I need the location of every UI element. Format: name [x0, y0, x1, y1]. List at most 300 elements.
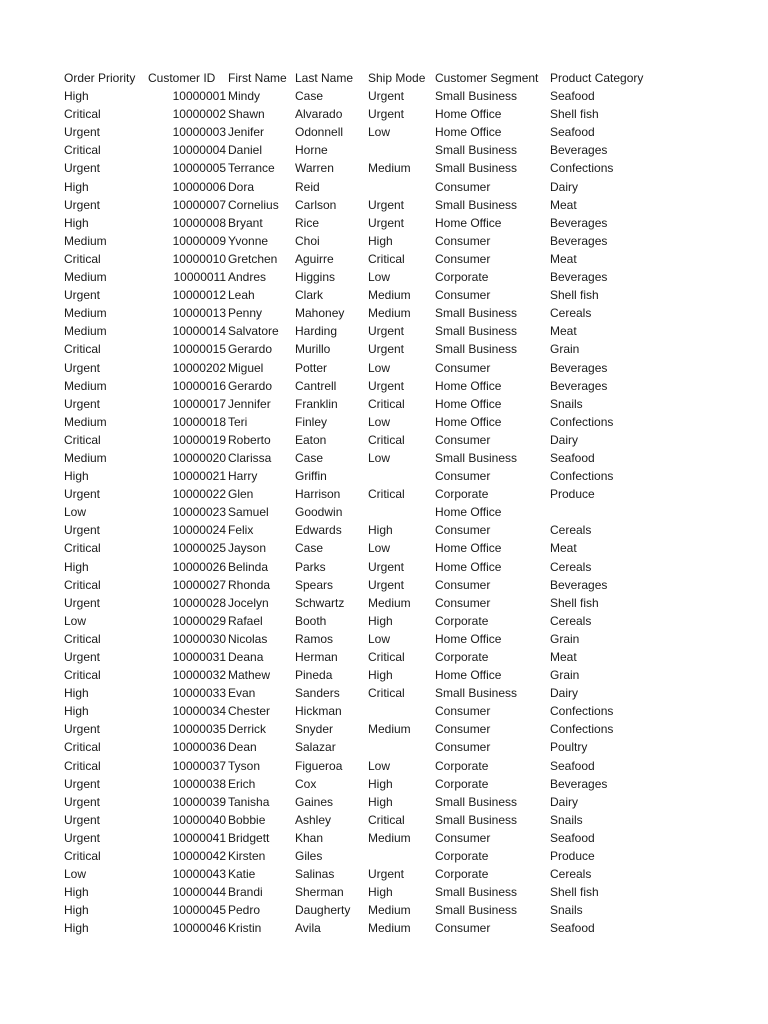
cell-ship-mode: Critical — [368, 650, 405, 664]
cell-product-category: Seafood — [550, 830, 595, 845]
cell-first-name: Salvatore — [228, 324, 279, 339]
table-row — [64, 105, 660, 123]
cell-last-name: Harrison — [295, 487, 341, 502]
cell-first-name: Rhonda — [228, 577, 271, 592]
cell-first-name: Leah — [228, 288, 255, 303]
cell-last-name: Sherman — [295, 885, 344, 900]
table-row — [64, 630, 660, 648]
cell-ship-mode: Urgent — [368, 197, 405, 212]
cell-customer-segment: Consumer — [435, 704, 491, 719]
cell-first-name: Deana — [228, 650, 264, 664]
table-row — [64, 377, 660, 395]
cell-customer-id: 10000004 — [172, 143, 226, 158]
cell-ship-mode: Low — [368, 631, 391, 646]
cell-product-category: Shell fish — [550, 288, 599, 303]
cell-last-name: Sanders — [295, 686, 340, 701]
table-row — [64, 521, 660, 539]
cell-first-name: Gerardo — [228, 342, 273, 357]
cell-customer-segment: Consumer — [435, 740, 491, 755]
cell-customer-id: 10000032 — [172, 668, 226, 683]
cell-product-category: Beverages — [550, 143, 608, 158]
cell-ship-mode: High — [368, 794, 393, 809]
cell-order-priority: Critical — [64, 432, 101, 447]
cell-customer-segment: Home Office — [435, 505, 502, 520]
cell-last-name: Finley — [295, 414, 328, 429]
cell-customer-segment: Consumer — [435, 432, 491, 447]
cell-product-category: Produce — [550, 849, 595, 864]
table-row — [64, 757, 660, 775]
cell-first-name: Bobbie — [228, 812, 266, 827]
cell-customer-segment: Small Business — [435, 143, 518, 158]
table-row — [64, 395, 660, 413]
cell-ship-mode: Medium — [368, 903, 411, 918]
cell-customer-segment: Corporate — [435, 758, 489, 773]
table-row — [64, 558, 660, 576]
cell-first-name: Chester — [228, 704, 271, 719]
cell-product-category: Poultry — [550, 740, 588, 755]
cell-order-priority: Medium — [64, 306, 107, 321]
cell-ship-mode: Medium — [368, 595, 411, 610]
cell-product-category: Shell fish — [550, 885, 599, 900]
cell-first-name: Harry — [228, 469, 258, 484]
cell-ship-mode: High — [368, 776, 393, 791]
cell-ship-mode: Urgent — [368, 342, 405, 357]
table-row — [64, 865, 660, 883]
cell-first-name: Yvonne — [228, 233, 269, 248]
table-row — [64, 232, 660, 250]
cell-customer-segment: Corporate — [435, 849, 489, 864]
cell-product-category: Beverages — [550, 776, 608, 791]
cell-last-name: Daugherty — [295, 903, 351, 918]
cell-customer-id: 10000015 — [172, 342, 226, 357]
cell-ship-mode: Critical — [368, 812, 405, 827]
cell-customer-id: 10000023 — [172, 505, 226, 520]
table-row — [64, 123, 660, 141]
cell-first-name: Gretchen — [228, 251, 278, 266]
cell-product-category: Snails — [550, 812, 583, 827]
cell-customer-id: 10000002 — [172, 107, 226, 122]
cell-customer-segment: Home Office — [435, 559, 502, 574]
cell-customer-segment: Corporate — [435, 867, 489, 882]
cell-last-name: Case — [295, 541, 324, 556]
cell-customer-id: 10000028 — [172, 595, 226, 610]
cell-ship-mode: Low — [368, 450, 391, 465]
cell-ship-mode: Critical — [368, 432, 405, 447]
cell-order-priority: High — [64, 469, 89, 484]
cell-last-name: Odonnell — [295, 125, 344, 140]
cell-customer-id: 10000039 — [172, 794, 226, 809]
cell-last-name: Hickman — [295, 704, 342, 719]
cell-first-name: Miguel — [228, 360, 264, 375]
cell-customer-segment: Home Office — [435, 215, 502, 230]
cell-last-name: Franklin — [295, 396, 338, 411]
cell-first-name: Shawn — [228, 107, 265, 122]
cell-order-priority: Critical — [64, 541, 101, 556]
cell-order-priority: Urgent — [64, 830, 101, 845]
cell-customer-segment: Small Business — [435, 903, 518, 918]
cell-customer-id: 10000021 — [172, 469, 226, 484]
cell-last-name: Alvarado — [295, 107, 343, 122]
table-row — [64, 738, 660, 756]
table-row — [64, 720, 660, 738]
cell-customer-id: 10000003 — [172, 125, 226, 140]
cell-customer-id: 10000026 — [172, 559, 226, 574]
cell-last-name: Mahoney — [295, 306, 345, 321]
cell-customer-segment: Corporate — [435, 487, 489, 502]
table-row — [64, 286, 660, 304]
cell-order-priority: Critical — [64, 577, 101, 592]
cell-customer-id: 10000027 — [172, 577, 226, 592]
cell-customer-segment: Small Business — [435, 450, 518, 465]
cell-customer-segment: Small Business — [435, 306, 518, 321]
table-row — [64, 359, 660, 377]
cell-product-category: Snails — [550, 396, 583, 411]
cell-customer-segment: Small Business — [435, 89, 518, 104]
cell-customer-id: 10000013 — [172, 306, 226, 321]
cell-customer-id: 10000044 — [172, 885, 226, 900]
cell-product-category: Confections — [550, 704, 614, 719]
cell-customer-segment: Small Business — [435, 324, 518, 339]
cell-ship-mode: Urgent — [368, 559, 405, 574]
cell-first-name: Penny — [228, 306, 263, 321]
cell-customer-id: 10000040 — [172, 812, 226, 827]
cell-last-name: Clark — [295, 288, 324, 303]
cell-order-priority: Critical — [64, 758, 101, 773]
cell-first-name: Jocelyn — [228, 595, 269, 610]
cell-customer-segment: Small Business — [435, 686, 518, 701]
cell-first-name: Evan — [228, 686, 256, 701]
cell-last-name: Khan — [295, 830, 324, 845]
cell-last-name: Avila — [295, 921, 321, 936]
cell-customer-segment: Home Office — [435, 396, 502, 411]
cell-customer-id: 10000031 — [172, 650, 226, 664]
cell-customer-segment: Corporate — [435, 650, 489, 664]
cell-ship-mode — [368, 738, 435, 756]
cell-product-category: Seafood — [550, 125, 595, 140]
cell-product-category: Dairy — [550, 432, 579, 447]
cell-product-category: Cereals — [550, 613, 592, 628]
cell-order-priority: High — [64, 559, 89, 574]
cell-first-name: Clarissa — [228, 450, 272, 465]
cell-last-name: Warren — [295, 161, 334, 176]
cell-ship-mode: Medium — [368, 830, 411, 845]
table-row — [64, 901, 660, 919]
table-row — [64, 829, 660, 847]
cell-customer-id: 10000036 — [172, 740, 226, 755]
cell-customer-id: 10000016 — [172, 378, 226, 393]
cell-product-category: Cereals — [550, 867, 592, 882]
cell-first-name: Katie — [228, 867, 256, 882]
cell-customer-segment: Corporate — [435, 270, 489, 285]
cell-last-name: Herman — [295, 650, 338, 664]
cell-order-priority: Medium — [64, 414, 107, 429]
cell-order-priority: Low — [64, 613, 87, 628]
cell-order-priority: Critical — [64, 342, 101, 357]
cell-ship-mode: Urgent — [368, 107, 405, 122]
table-row — [64, 684, 660, 702]
table-row — [64, 431, 660, 449]
cell-last-name: Gaines — [295, 794, 334, 809]
cell-product-category: Meat — [550, 324, 577, 339]
cell-order-priority: Urgent — [64, 487, 101, 502]
cell-product-category: Grain — [550, 631, 580, 646]
cell-customer-id: 10000045 — [172, 903, 226, 918]
customer-orders-table — [64, 69, 660, 938]
column-header-first-name: First Name — [228, 71, 287, 85]
cell-first-name: Kristin — [228, 921, 262, 936]
column-header-order-priority: Order Priority — [64, 71, 136, 85]
cell-first-name: Terrance — [228, 161, 275, 176]
cell-order-priority: Medium — [64, 450, 107, 465]
cell-order-priority: Critical — [64, 143, 101, 158]
cell-order-priority: High — [64, 179, 89, 194]
cell-ship-mode: Medium — [368, 921, 411, 936]
cell-customer-id: 10000029 — [172, 613, 226, 628]
cell-product-category: Snails — [550, 903, 583, 918]
cell-customer-segment: Consumer — [435, 595, 491, 610]
table-body — [64, 87, 660, 937]
cell-order-priority: Medium — [64, 270, 107, 285]
cell-ship-mode — [368, 847, 435, 865]
cell-customer-segment: Consumer — [435, 251, 491, 266]
cell-product-category: Seafood — [550, 450, 595, 465]
cell-first-name: Tanisha — [228, 794, 270, 809]
cell-first-name: Rafael — [228, 613, 263, 628]
cell-product-category — [550, 503, 660, 521]
cell-order-priority: High — [64, 686, 89, 701]
cell-product-category: Cereals — [550, 306, 592, 321]
cell-ship-mode: High — [368, 613, 393, 628]
cell-ship-mode: Medium — [368, 722, 411, 737]
cell-product-category: Beverages — [550, 378, 608, 393]
cell-first-name: Jayson — [228, 541, 267, 556]
cell-last-name: Cox — [295, 776, 317, 791]
cell-product-category: Grain — [550, 668, 580, 683]
cell-last-name: Carlson — [295, 197, 337, 212]
cell-customer-segment: Consumer — [435, 523, 491, 538]
cell-order-priority: High — [64, 921, 89, 936]
cell-last-name: Ramos — [295, 631, 334, 646]
cell-last-name: Murillo — [295, 342, 331, 357]
cell-order-priority: Urgent — [64, 794, 101, 809]
cell-last-name: Goodwin — [295, 505, 343, 520]
cell-first-name: Roberto — [228, 432, 271, 447]
cell-first-name: Brandi — [228, 885, 263, 900]
cell-ship-mode: Urgent — [368, 577, 405, 592]
cell-ship-mode: Critical — [368, 487, 405, 502]
cell-customer-id: 10000017 — [172, 396, 226, 411]
cell-last-name: Schwartz — [295, 595, 345, 610]
cell-customer-id: 10000037 — [172, 758, 226, 773]
cell-product-category: Beverages — [550, 360, 608, 375]
cell-order-priority: Critical — [64, 251, 101, 266]
cell-customer-segment: Consumer — [435, 830, 491, 845]
cell-first-name: Felix — [228, 523, 254, 538]
cell-product-category: Seafood — [550, 758, 595, 773]
cell-customer-id: 10000014 — [172, 324, 226, 339]
cell-first-name: Belinda — [228, 559, 269, 574]
cell-product-category: Confections — [550, 161, 614, 176]
cell-customer-id: 10000046 — [172, 921, 226, 936]
cell-last-name: Horne — [295, 143, 328, 158]
cell-last-name: Reid — [295, 179, 320, 194]
cell-last-name: Salazar — [295, 740, 336, 755]
cell-ship-mode — [368, 702, 435, 720]
cell-product-category: Confections — [550, 469, 614, 484]
cell-customer-id: 10000024 — [172, 523, 226, 538]
cell-customer-segment: Corporate — [435, 613, 489, 628]
cell-customer-segment: Small Business — [435, 794, 518, 809]
cell-order-priority: Urgent — [64, 722, 101, 737]
cell-last-name: Giles — [295, 849, 323, 864]
cell-order-priority: Urgent — [64, 288, 101, 303]
cell-last-name: Figueroa — [295, 758, 343, 773]
cell-ship-mode: Medium — [368, 306, 411, 321]
cell-customer-id: 10000038 — [172, 776, 226, 791]
cell-order-priority: Urgent — [64, 650, 101, 664]
table-row — [64, 811, 660, 829]
cell-customer-id: 10000011 — [173, 270, 226, 285]
cell-customer-id: 10000018 — [172, 414, 226, 429]
cell-product-category: Seafood — [550, 921, 595, 936]
cell-order-priority: High — [64, 885, 89, 900]
cell-product-category: Shell fish — [550, 595, 599, 610]
table-row — [64, 576, 660, 594]
cell-last-name: Case — [295, 450, 324, 465]
cell-first-name: Nicolas — [228, 631, 268, 646]
table-row — [64, 159, 660, 177]
cell-order-priority: Urgent — [64, 595, 101, 610]
cell-last-name: Ashley — [295, 812, 332, 827]
cell-ship-mode: Critical — [368, 396, 405, 411]
cell-customer-id: 10000010 — [172, 251, 226, 266]
table-row — [64, 847, 660, 865]
table-row — [64, 702, 660, 720]
cell-order-priority: High — [64, 89, 89, 104]
cell-order-priority: Urgent — [64, 125, 101, 140]
cell-last-name: Aguirre — [295, 251, 334, 266]
cell-ship-mode: Low — [368, 270, 391, 285]
cell-product-category: Confections — [550, 722, 614, 737]
cell-customer-segment: Consumer — [435, 722, 491, 737]
cell-order-priority: Urgent — [64, 197, 101, 212]
table-row — [64, 322, 660, 340]
cell-product-category: Dairy — [550, 686, 579, 701]
cell-customer-segment: Small Business — [435, 342, 518, 357]
cell-order-priority: Urgent — [64, 161, 101, 176]
cell-ship-mode: Low — [368, 125, 391, 140]
cell-customer-segment: Home Office — [435, 414, 502, 429]
cell-customer-segment: Small Business — [435, 812, 518, 827]
table-row — [64, 883, 660, 901]
cell-first-name: Glen — [228, 487, 254, 502]
column-header-customer-segment: Customer Segment — [435, 71, 539, 85]
table-row — [64, 268, 660, 286]
cell-ship-mode — [368, 467, 435, 485]
cell-first-name: Dean — [228, 740, 257, 755]
cell-customer-id: 10000034 — [172, 704, 226, 719]
cell-first-name: Jennifer — [228, 396, 271, 411]
cell-order-priority: Critical — [64, 668, 101, 683]
cell-product-category: Meat — [550, 650, 577, 664]
cell-first-name: Derrick — [228, 722, 266, 737]
table-row — [64, 304, 660, 322]
cell-ship-mode: Low — [368, 414, 391, 429]
cell-ship-mode: Urgent — [368, 867, 405, 882]
table-row — [64, 250, 660, 268]
cell-customer-id: 10000008 — [172, 215, 226, 230]
cell-customer-segment: Home Office — [435, 541, 502, 556]
cell-order-priority: Urgent — [64, 523, 101, 538]
cell-last-name: Spears — [295, 577, 334, 592]
cell-ship-mode — [368, 178, 435, 196]
cell-product-category: Meat — [550, 541, 577, 556]
table-row — [64, 178, 660, 196]
cell-product-category: Meat — [550, 251, 577, 266]
table-row — [64, 141, 660, 159]
table-row — [64, 539, 660, 557]
cell-ship-mode: Critical — [368, 686, 405, 701]
cell-customer-segment: Consumer — [435, 921, 491, 936]
cell-first-name: Jenifer — [228, 125, 265, 140]
cell-order-priority: Urgent — [64, 360, 101, 375]
cell-product-category: Dairy — [550, 794, 579, 809]
cell-customer-segment: Consumer — [435, 179, 491, 194]
cell-first-name: Pedro — [228, 903, 261, 918]
table-row — [64, 340, 660, 358]
cell-product-category: Beverages — [550, 577, 608, 592]
cell-last-name: Cantrell — [295, 378, 337, 393]
table-row — [64, 919, 660, 937]
cell-last-name: Parks — [295, 559, 326, 574]
header-row — [64, 69, 660, 87]
cell-product-category: Meat — [550, 197, 577, 212]
table-row — [64, 503, 660, 521]
cell-first-name: Andres — [228, 270, 267, 285]
cell-customer-segment: Home Office — [435, 378, 502, 393]
cell-product-category: Shell fish — [550, 107, 599, 122]
cell-customer-id: 10000043 — [172, 867, 226, 882]
cell-customer-id: 10000001 — [172, 89, 226, 104]
table-row — [64, 485, 660, 503]
cell-first-name: Teri — [228, 414, 248, 429]
table-row — [64, 793, 660, 811]
cell-product-category: Seafood — [550, 89, 595, 104]
cell-customer-id: 10000030 — [172, 631, 226, 646]
table-row — [64, 666, 660, 684]
cell-order-priority: Medium — [64, 233, 107, 248]
cell-customer-id: 10000202 — [172, 360, 226, 375]
cell-last-name: Case — [295, 89, 324, 104]
cell-ship-mode: Medium — [368, 161, 411, 176]
cell-customer-id: 10000025 — [172, 541, 226, 556]
cell-product-category: Dairy — [550, 179, 579, 194]
cell-first-name: Daniel — [228, 143, 263, 158]
cell-ship-mode — [368, 141, 435, 159]
cell-last-name: Harding — [295, 324, 338, 339]
column-header-customer-id: Customer ID — [148, 71, 216, 85]
spreadsheet — [64, 69, 764, 938]
cell-customer-segment: Corporate — [435, 776, 489, 791]
cell-customer-segment: Home Office — [435, 107, 502, 122]
cell-customer-segment: Consumer — [435, 577, 491, 592]
cell-ship-mode: Urgent — [368, 324, 405, 339]
cell-last-name: Potter — [295, 360, 328, 375]
cell-first-name: Erich — [228, 776, 256, 791]
cell-order-priority: Critical — [64, 849, 101, 864]
cell-customer-id: 10000007 — [172, 197, 226, 212]
cell-ship-mode: Low — [368, 360, 391, 375]
